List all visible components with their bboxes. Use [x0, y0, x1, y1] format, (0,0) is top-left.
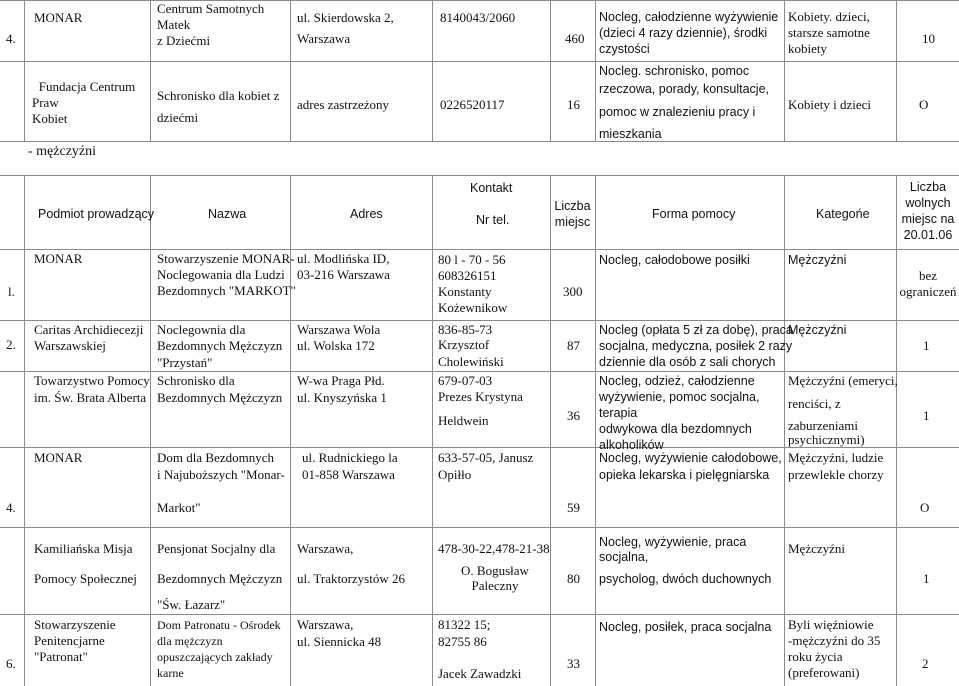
adres-cell: Warszawa Wola [297, 322, 381, 337]
header-liczba: miejsc [554, 215, 591, 229]
liczba-miejsc: 33 [567, 656, 580, 671]
kategorie-cell: Mężczyźni [788, 323, 847, 337]
forma-pomocy: pomoc w znalezieniu pracy i [599, 105, 756, 119]
adres-cell: W-wa Praga Płd. [297, 373, 385, 388]
wolne-miejsca: 2 [922, 656, 929, 671]
forma-pomocy: mieszkania [599, 127, 662, 141]
podmiot-cell: Stowarzyszenie Penitencjarne "Patronat" [34, 617, 116, 664]
kontakt-cell: 81322 15; [438, 617, 491, 632]
header-nazwa: Nazwa [208, 207, 247, 221]
forma-pomocy: Nocleg (opłata 5 zł za dobę), praca socjalna, medyczna, posiłek 2 razy dziennie dla osób z sali chorych [599, 323, 793, 369]
kategorie-cell: przewlekle chorzy [788, 467, 884, 482]
forma-pomocy: rzeczowa, porady, konsultacje, [599, 82, 769, 96]
wolne-miejsca: ograniczeń [899, 284, 957, 299]
wolne-miejsca: O [919, 97, 929, 112]
kontakt-cell: Paleczny [471, 578, 519, 593]
forma-pomocy: Nocleg, wyżywienie, praca [599, 535, 747, 549]
forma-pomocy: Nocleg. schronisko, pomoc [599, 64, 750, 78]
kontakt-cell: Krzysztof [438, 337, 490, 352]
kategorie-cell: Mężczyźni (emeryci, [788, 373, 898, 388]
liczba-miejsc: 59 [567, 500, 580, 515]
kategorie-cell: Mężczyźni, ludzie [788, 450, 884, 465]
wolne-miejsca: 10 [922, 31, 935, 46]
kategorie-cell: zaburzeniami [788, 418, 859, 433]
header-liczba: Liczba [554, 199, 591, 213]
adres-cell: adres zastrzeżony [297, 97, 390, 112]
liczba-miejsc: 36 [567, 408, 580, 423]
kontakt-cell: Cholewiński [438, 354, 504, 369]
podmiot-cell: Towarzystwo Pomocy [34, 373, 150, 388]
liczba-miejsc: 300 [563, 284, 583, 299]
nazwa-cell: Centrum Samotnych Matek z Dziećmi [157, 1, 265, 48]
liczba-miejsc: 16 [567, 97, 580, 112]
nazwa-cell: Schronisko dla kobiet z [157, 88, 280, 103]
podmiot-cell: Warszawskiej [34, 338, 106, 353]
row-number: 4. [6, 500, 16, 515]
header-wolne: Liczba wolnych miejsc na 20.01.06 [901, 180, 955, 242]
kontakt-cell: O. Bogusław [461, 563, 529, 578]
podmiot-cell: MONAR [34, 10, 83, 25]
nazwa-cell: Bezdomnych Mężczyzn [157, 390, 283, 405]
podmiot-cell: Fundacja Centrum Praw Kobiet [32, 79, 136, 126]
header-adres: Adres [350, 207, 383, 221]
forma-pomocy: Nocleg, wyżywienie całodobowe, [599, 451, 782, 465]
adres-cell: ul. Skierdowska 2, [297, 10, 394, 25]
forma-pomocy: Nocleg, posiłek, praca socjalna [599, 620, 772, 634]
kontakt-cell: Prezes Krystyna [438, 389, 523, 404]
kategorie-cell: Kobiety i dzieci [788, 97, 872, 112]
podmiot-cell: Kamiliańska Misja [34, 541, 133, 556]
podmiot-cell: im. Św. Brata Alberta [34, 390, 147, 405]
wolne-miejsca: 1 [923, 338, 930, 353]
forma-pomocy: Nocleg, całodobowe posiłki [599, 253, 750, 267]
nazwa-cell: Schronisko dla [157, 373, 235, 388]
kategorie-cell: psychicznymi) [788, 432, 865, 447]
kontakt-cell: Opiłło [438, 467, 472, 482]
kategorie-cell: Mężczyźni [788, 253, 847, 267]
liczba-miejsc: 87 [567, 338, 580, 353]
header-forma: Forma pomocy [652, 207, 736, 221]
kategorie-cell: Kobiety. dzieci, starsze samotne kobiety [788, 9, 870, 56]
adres-cell: 01-858 Warszawa [302, 467, 395, 482]
nazwa-cell: Pensjonat Socjalny dla [157, 541, 276, 556]
forma-pomocy: opieka lekarska i pielęgniarska [599, 468, 770, 482]
header-kontakt: Kontakt [470, 181, 513, 195]
row-number: 4. [6, 31, 16, 46]
wolne-miejsca: 1 [923, 408, 930, 423]
section-heading: - mężczyźni [28, 144, 97, 159]
nazwa-cell: "Przystań" [157, 355, 213, 370]
forma-pomocy: psycholog, dwóch duchownych [599, 572, 772, 586]
nazwa-cell: Dom dla Bezdomnych [157, 450, 274, 465]
kontakt-cell: 836-85-73 [438, 322, 493, 337]
adres-cell: Warszawa [297, 31, 351, 46]
nazwa-cell: Noclegownia dla [157, 322, 246, 337]
adres-cell: ul. Siennicka 48 [297, 634, 382, 649]
wolne-miejsca: 1 [923, 571, 930, 586]
kontakt-cell: 633-57-05, Janusz [438, 450, 534, 465]
liczba-miejsc: 80 [567, 571, 580, 586]
nazwa-cell: Dom Patronatu - Ośrodek dla mężczyzn opuszczających zakłady karne [157, 618, 281, 680]
kontakt-cell: Jacek Zawadzki [438, 666, 522, 681]
kontakt-cell: 679-07-03 [438, 373, 493, 388]
row-number: 6. [6, 656, 16, 671]
header-podmiot: Podmiot prowadzący [38, 207, 155, 221]
kategorie-cell: Byli więźniowie -mężczyźni do 35 roku życia (preferowani) [788, 617, 881, 680]
row-number: 2. [6, 337, 16, 352]
nazwa-cell: "Św. Łazarz" [157, 597, 226, 612]
adres-cell: ul. Rudnickiego la [302, 450, 398, 465]
forma-pomocy: socjalna, [599, 550, 649, 564]
adres-cell: Warszawa, [297, 617, 354, 632]
row-number: l. [8, 284, 15, 299]
liczba-miejsc: 460 [565, 31, 585, 46]
adres-cell: ul. Traktorzystów 26 [297, 571, 405, 586]
podmiot-cell: Pomocy Społecznej [34, 571, 137, 586]
adres-cell: ul. Modlińska ID, 03-216 Warszawa [297, 251, 390, 282]
kontakt-cell: 0226520117 [440, 97, 505, 112]
podmiot-cell: MONAR [34, 251, 83, 266]
adres-cell: Warszawa, [297, 541, 354, 556]
kategorie-cell: renciści, z [788, 396, 841, 411]
forma-pomocy: Nocleg, całodzienne wyżywienie (dzieci 4 razy dziennie), środki czystości [599, 10, 779, 56]
nazwa-cell: Bezdomnych Mężczyzn [157, 571, 283, 586]
kontakt-cell: 478-30-22,478-21-38 [438, 541, 550, 556]
adres-cell: ul. Knyszyńska 1 [297, 390, 387, 405]
podmiot-cell: Caritas Archidiecezji [34, 322, 144, 337]
forma-pomocy: Nocleg, odzież, całodzienne wyżywienie, pomoc socjalna, terapia odwykowa dla bezdomnych alkoholików [599, 374, 760, 452]
kontakt-cell: 82755 86 [438, 634, 487, 649]
header-nr-tel: Nr tel. [476, 213, 510, 227]
nazwa-cell: Bezdomnych Mężczyzn [157, 338, 283, 353]
nazwa-cell: dziećmi [157, 110, 199, 125]
wolne-miejsca: O [920, 500, 930, 515]
nazwa-cell: i Najuboższych "Monar- [157, 467, 285, 482]
kontakt-cell: 8140043/2060 [440, 10, 516, 25]
nazwa-cell: Stowarzyszenie MONAR- Noclegowania dla Ludzi Bezdomnych "MARKOT" [157, 251, 296, 298]
kategorie-cell: Mężczyźni [788, 541, 846, 556]
kontakt-cell: Heldwein [438, 413, 489, 428]
wolne-miejsca: bez [918, 268, 938, 283]
header-kategorie: Kategońe [816, 207, 870, 221]
kontakt-cell: 80 l - 70 - 56 608326151 Konstanty Kożewnikow [438, 252, 508, 315]
nazwa-cell: Markot" [157, 500, 201, 515]
podmiot-cell: MONAR [34, 450, 83, 465]
adres-cell: ul. Wolska 172 [297, 338, 375, 353]
